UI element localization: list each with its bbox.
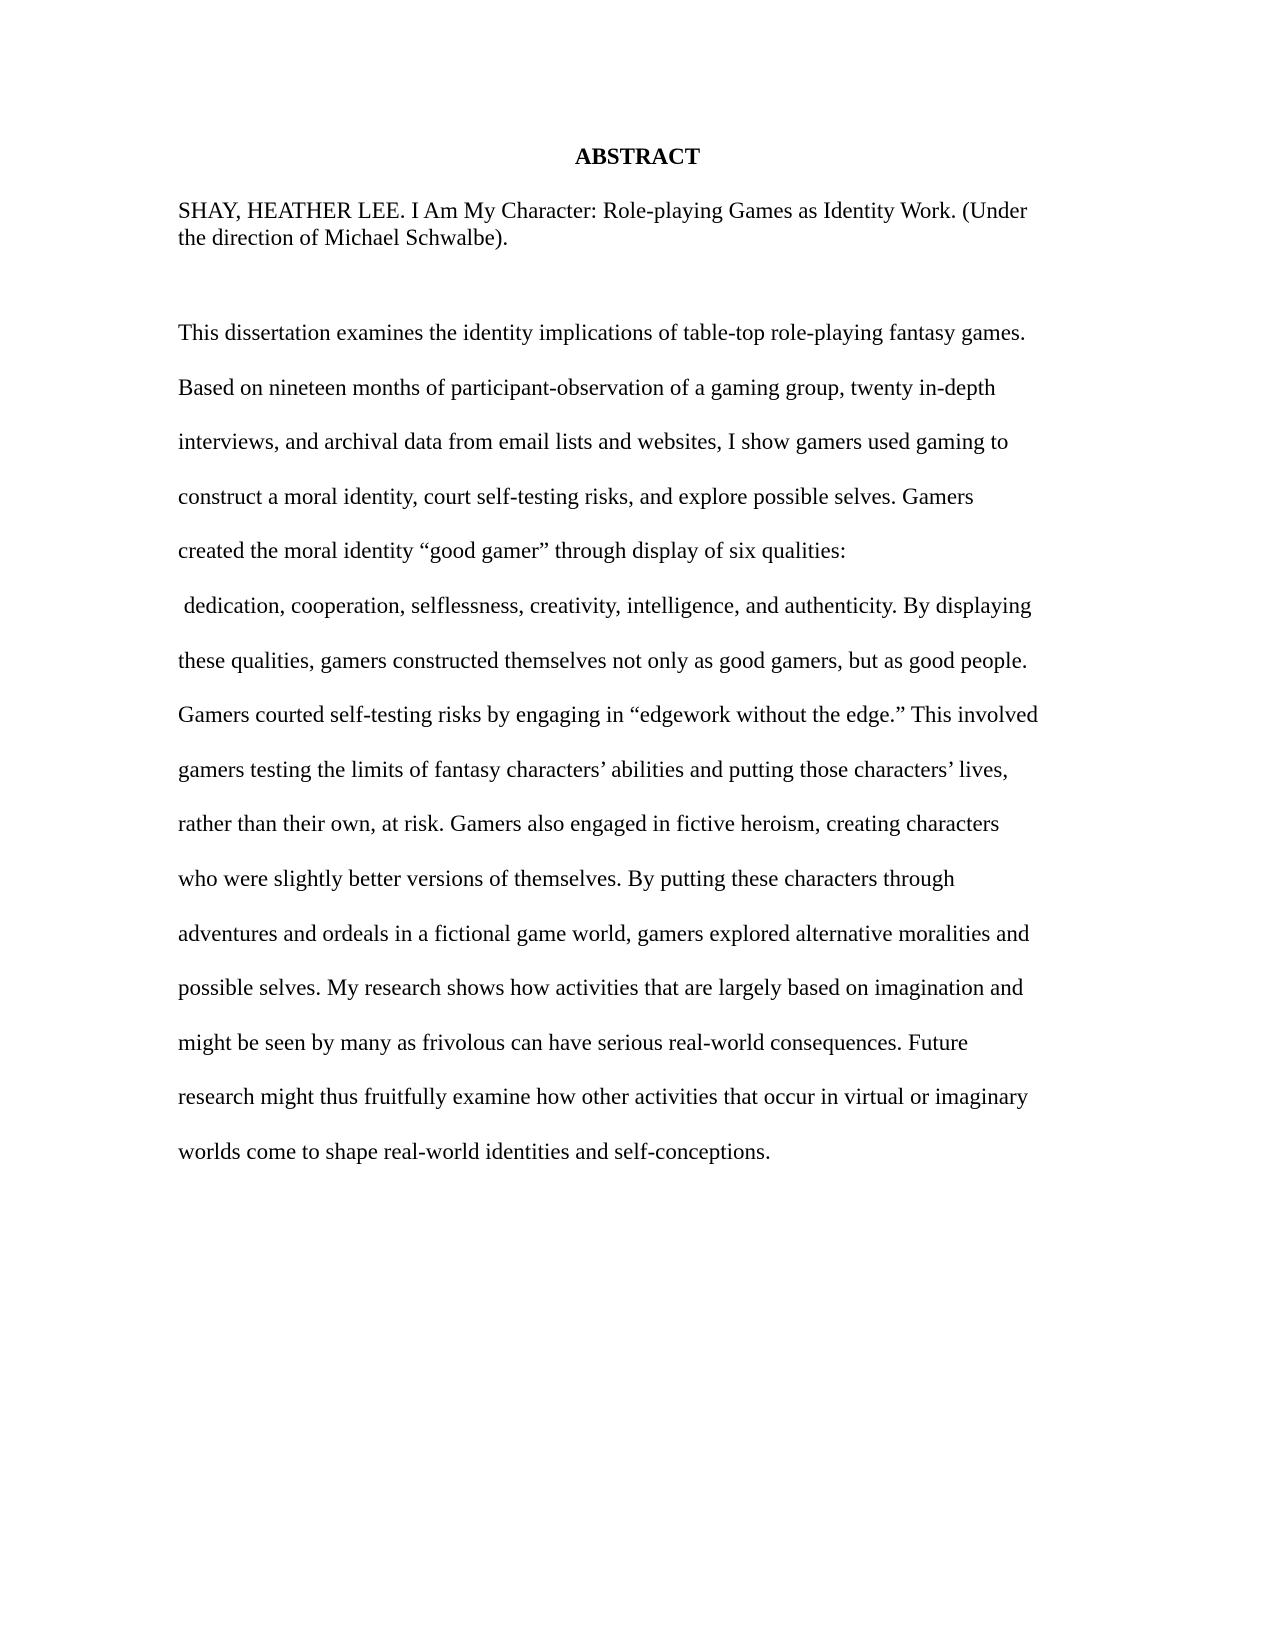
abstract-line: might be seen by many as frivolous can have serious real-world consequences. Future [178, 1029, 969, 1055]
abstract-line: construct a moral identity, court self-testing risks, and explore possible selves. Gamers [178, 483, 974, 509]
abstract-line: This dissertation examines the identity implications of table-top role-playing fantasy games. [178, 320, 1026, 345]
citation-line: SHAY, HEATHER LEE. I Am My Character: Role-playing Games as Identity Work. (Under [178, 198, 1028, 223]
abstract-line: dedication, cooperation, selflessness, creativity, intelligence, and authenticity. By displaying [178, 592, 1032, 618]
abstract-line: created the moral identity “good gamer” through display of six qualities: [178, 538, 847, 564]
abstract-line: worlds come to shape real-world identities and self-conceptions. [178, 1138, 771, 1164]
abstract-line: interviews, and archival data from email lists and websites, I show gamers used gaming to [178, 429, 1009, 455]
abstract-line: adventures and ordeals in a fictional game world, gamers explored alternative moralities and [178, 920, 1030, 946]
abstract-line: who were slightly better versions of themselves. By putting these characters through [178, 865, 955, 891]
citation-block [178, 197, 1098, 251]
citation-line: the direction of Michael Schwalbe). [178, 225, 509, 250]
abstract-line: these qualities, gamers constructed themselves not only as good gamers, but as good people. [178, 647, 1028, 673]
abstract-line: research might thus fruitfully examine how other activities that occur in virtual or imaginary [178, 1084, 1029, 1110]
abstract-heading: ABSTRACT [574, 144, 701, 169]
abstract-body [178, 306, 1098, 1180]
abstract-line: rather than their own, at risk. Gamers also engaged in fictive heroism, creating characters [178, 811, 1000, 837]
abstract-line: Gamers courted self-testing risks by engaging in “edgework without the edge.” This involved [178, 702, 1038, 728]
abstract-line: possible selves. My research shows how activities that are largely based on imagination and [178, 975, 1024, 1001]
abstract-line: gamers testing the limits of fantasy characters’ abilities and putting those characters’ lives, [178, 756, 1009, 782]
abstract-line: Based on nineteen months of participant-observation of a gaming group, twenty in-depth [178, 374, 996, 400]
